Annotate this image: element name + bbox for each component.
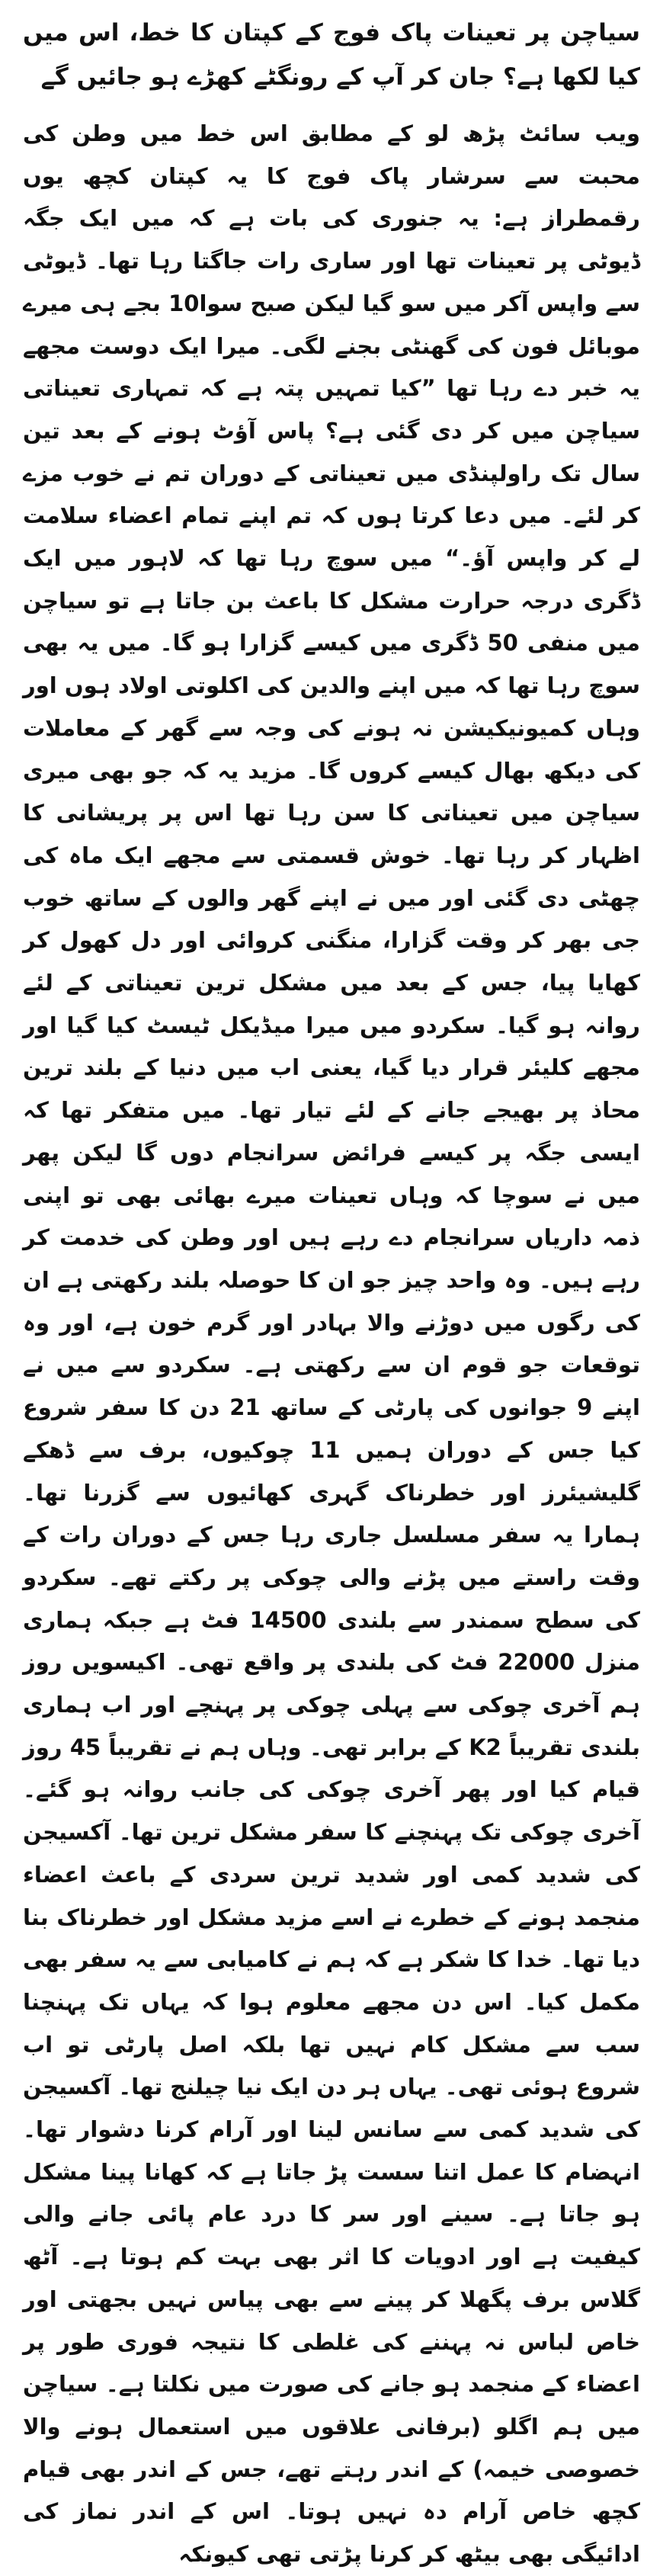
article-body: ویب سائٹ پڑھ لو کے مطابق اس خط میں وطن کی محبت سے سرشار پاک فوج کا یہ کپتان کچھ یوں رقمطراز ہے: یہ جنوری کی بات ہے کہ میں ایک جگہ ڈیوٹی پر تعینات تھا اور ساری رات جاگتا رہا تھا۔ ڈیوٹی سے واپس آکر میں سو گیا لیکن صبح سوا10 بجے ہی میرے موبائل فون کی گھنٹی بجنے لگی۔ میرا ایک دوست مجھے یہ خبر دے رہا تھا ”کیا تمہیں پتہ ہے کہ تمہاری تعیناتی سیاچن میں کر دی گئی ہے؟ پاس آؤٹ ہونے کے بعد تین سال تک راولپنڈی میں تعیناتی کے دوران تم نے خوب مزے کر لئے۔ میں دعا کرتا ہوں کہ تم اپنے تمام اعضاء سلامت لے کر واپس آؤ۔“ میں سوچ رہا تھا کہ لاہور میں ایک ڈگری درجہ حرارت مشکل کا باعث بن جاتا ہے تو سیاچن میں منفی 50 ڈگری میں کیسے گزارا ہو گا۔ میں یہ بھی سوچ رہا تھا کہ میں اپنے والدین کی اکلوتی اولاد ہوں اور وہاں کمیونیکیشن نہ ہونے کی وجہ سے گھر کے معاملات کی دیکھ بھال کیسے کروں گا۔ مزید یہ کہ جو بھی میری سیاچن میں تعیناتی کا سن رہا تھا اس پر پریشانی کا اظہار کر رہا تھا۔ خوش قسمتی سے مجھے ایک ماہ کی چھٹی دی گئی اور میں نے اپنے گھر والوں کے ساتھ خوب جی بھر کر وقت گزارا، منگنی کروائی اور دل کھول کر کھایا پیا، جس کے بعد میں مشکل ترین تعیناتی کے لئے روانہ ہو گیا۔ سکردو میں میرا میڈیکل ٹیسٹ کیا گیا اور مجھے کلیئر قرار دیا گیا، یعنی اب میں دنیا کے بلند ترین محاذ پر بھیجے جانے کے لئے تیار تھا۔ میں متفکر تھا کہ ایسی جگہ پر کیسے فرائض سرانجام دوں گا لیکن پھر میں نے سوچا کہ وہاں تعینات میرے بھائی بھی تو اپنی ذمہ داریاں سرانجام دے رہے ہیں اور وطن کی خدمت کر رہے ہیں۔ وہ واحد چیز جو ان کا حوصلہ بلند رکھتی ہے ان کی رگوں میں دوڑنے والا بہادر اور گرم خون ہے، اور وہ توقعات جو قوم ان سے رکھتی ہے۔ سکردو سے میں نے اپنے 9 جوانوں کی پارٹی کے ساتھ 21 دن کا سفر شروع کیا جس کے دوران ہمیں 11 چوکیوں، برف سے ڈھکے گلیشیئرز اور خطرناک گہری کھائیوں سے گزرنا تھا۔ ہمارا یہ سفر مسلسل جاری رہا جس کے دوران رات کے وقت راستے میں پڑنے والی چوکی پر رکتے تھے۔ سکردو کی سطح سمندر سے بلندی 14500 فٹ ہے جبکہ ہماری منزل 22000 فٹ کی بلندی پر واقع تھی۔ اکیسویں روز ہم آخری چوکی سے پہلی چوکی پر پہنچے اور اب ہماری بلندی تقریباً K2 کے برابر تھی۔ وہاں ہم نے تقریباً 45 روز قیام کیا اور پھر آخری چوکی کی جانب روانہ ہو گئے۔ آخری چوکی تک پہنچنے کا سفر مشکل ترین تھا۔ آکسیجن کی شدید کمی اور شدید ترین سردی کے باعث اعضاء منجمد ہونے کے خطرے نے اسے مزید مشکل اور خطرناک بنا دیا تھا۔ خدا کا شکر ہے کہ ہم نے کامیابی سے یہ سفر بھی مکمل کیا۔ اس دن مجھے معلوم ہوا کہ یہاں تک پہنچنا سب سے مشکل کام نہیں تھا بلکہ اصل پارٹی تو اب شروع ہوئی تھی۔ یہاں ہر دن ایک نیا چیلنج تھا۔ آکسیجن کی شدید کمی سے سانس لینا اور آرام کرنا دشوار تھا۔ انہضام کا عمل اتنا سست پڑ جاتا ہے کہ کھانا پینا مشکل ہو جاتا ہے۔ سینے اور سر کا درد عام پائی جانے والی کیفیت ہے اور ادویات کا اثر بھی بہت کم ہوتا ہے۔ آٹھ گلاس برف پگھلا کر پینے سے بھی پیاس نہیں بجھتی اور خاص لباس نہ پہننے کی غلطی کا نتیجہ فوری طور پر اعضاء کے منجمد ہو جانے کی صورت میں نکلتا ہے۔ سیاچن میں ہم اگلو (برفانی علاقوں میں استعمال ہونے والا خصوصی خیمہ) کے اندر رہتے تھے، جس کے اندر بھی قیام کچھ خاص آرام دہ نہیں ہوتا۔ اس کے اندر نماز کی ادائیگی بھی بیٹھ کر کرنا پڑتی تھی کیونکہ [23, 120, 641, 2568]
article-title: سیاچن پر تعینات پاک فوج کے کپتان کا خط، اس میں کیا لکھا ہے؟ جان کر آپ کے رونگٹے کھڑے ہو جائیں گے [23, 19, 640, 91]
